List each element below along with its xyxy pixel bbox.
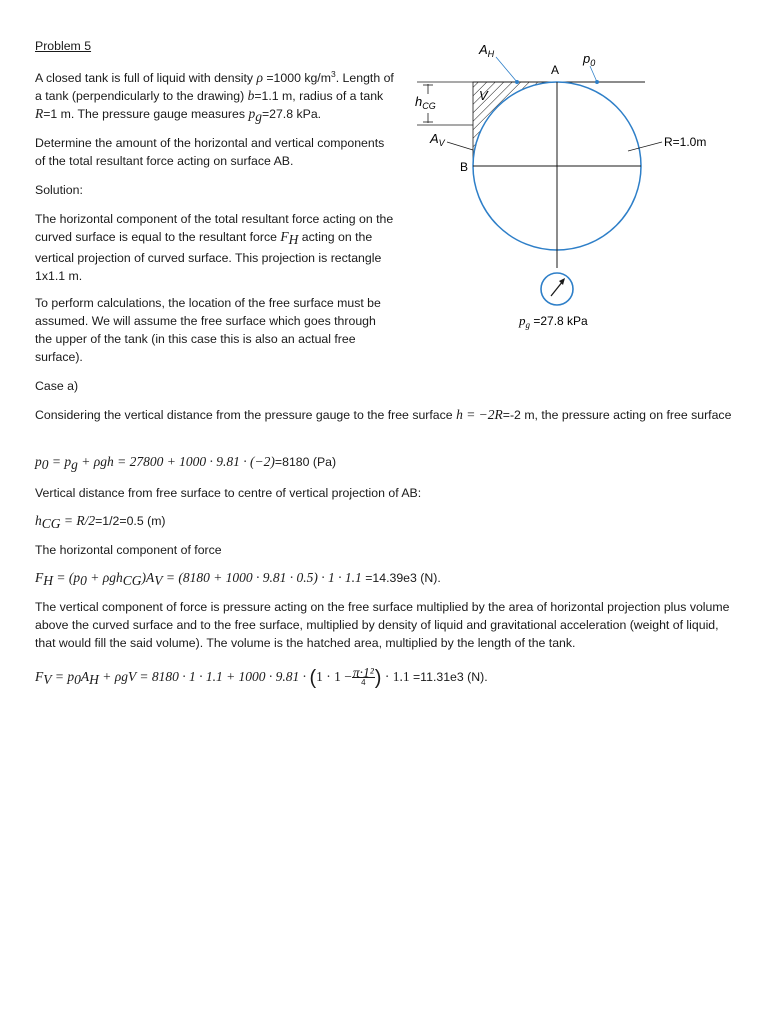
statement-part: =1 m. The pressure gauge measures bbox=[43, 107, 249, 121]
label-ah: $A_H$ bbox=[479, 42, 495, 59]
text-part: acting on the vertical projection of curved surface. This projection is rectangle 1x1.1 m. bbox=[35, 230, 382, 283]
subscript: 0 bbox=[80, 573, 87, 588]
eq-part: = (p bbox=[53, 570, 81, 585]
eq-part: F bbox=[35, 570, 44, 585]
eq-result: =1/2=0.5 (m) bbox=[95, 514, 166, 528]
pressure-text bbox=[35, 406, 735, 424]
label-hcg: $h_{CG}$ bbox=[415, 94, 436, 111]
rho-symbol: ρ bbox=[256, 70, 263, 85]
eq-part: + ρgh bbox=[86, 570, 123, 585]
subscript: 0 bbox=[41, 457, 49, 472]
subscript: g bbox=[71, 457, 78, 472]
eq-part: = p bbox=[48, 454, 72, 469]
ah-leader bbox=[496, 57, 517, 82]
eq-part: h bbox=[35, 513, 42, 528]
eq-part: = R/2 bbox=[60, 513, 96, 528]
eq-part: + ρgh = 27800 + 1000 · 9.81 · (−2) bbox=[77, 454, 275, 469]
radius-leader bbox=[628, 142, 662, 151]
p0-point bbox=[595, 80, 599, 84]
b-symbol: b bbox=[247, 88, 255, 103]
superscript: 3 bbox=[330, 69, 336, 79]
av-leader bbox=[447, 142, 473, 150]
eq-part: F bbox=[35, 669, 44, 684]
tank-diagram bbox=[0, 0, 768, 400]
subscript: g bbox=[255, 109, 262, 124]
subscript: CG bbox=[122, 573, 142, 588]
label-b: B bbox=[460, 160, 469, 174]
paren-close: ) bbox=[374, 667, 382, 689]
inline-equation: h = −2R bbox=[456, 407, 503, 422]
eq-part: = (8180 + 1000 · 9.81 · 0.5) · 1 · 1.1 bbox=[162, 570, 362, 585]
label-p0: $p_0$ bbox=[583, 51, 596, 68]
statement-part: =1.1 m, radius of a tank bbox=[254, 89, 384, 103]
solution-label: Solution: bbox=[35, 183, 83, 197]
eq-part: 1 · 1 − bbox=[316, 669, 352, 684]
statement-part: . Length of a tank (perpendicularly to the drawing) bbox=[35, 71, 394, 103]
eq-part: + ρgV = 8180 · 1 · 1.1 + 1000 · 9.81 · bbox=[98, 669, 310, 684]
eq-part: = p bbox=[51, 669, 75, 684]
subscript: V bbox=[154, 573, 163, 588]
text-part: =-2 m, the pressure acting on free surface bbox=[502, 408, 732, 422]
label-a: A bbox=[551, 63, 560, 77]
eq-part: · 1.1 bbox=[381, 669, 410, 684]
label-av: $A_V$ bbox=[430, 131, 445, 148]
equation-p0 bbox=[35, 452, 336, 475]
label-radius: R=1.0m bbox=[664, 135, 707, 149]
question: Determine the amount of the horizontal and vertical components of the total resultant force acting on surface AB. bbox=[35, 136, 385, 168]
subscript: CG bbox=[41, 516, 61, 531]
text-part: The horizontal component of the total resultant force acting on the curved surface is equal to the resultant force bbox=[35, 212, 394, 244]
F-symbol: F bbox=[280, 229, 289, 244]
eq-part: )A bbox=[141, 570, 155, 585]
statement-part: =27.8 kPa. bbox=[261, 107, 322, 121]
subscript: H bbox=[43, 573, 53, 588]
eq-result: =11.31e3 (N). bbox=[409, 670, 488, 684]
p-symbol: p bbox=[248, 106, 256, 121]
equation-fv bbox=[35, 667, 488, 690]
fraction-denominator: 4 bbox=[361, 678, 366, 688]
eq-result: =14.39e3 (N). bbox=[361, 571, 441, 585]
equation-hcg bbox=[35, 511, 166, 534]
statement-part: =1000 kg/m bbox=[262, 71, 331, 85]
problem-title-text: Problem 5 bbox=[35, 39, 92, 53]
fraction bbox=[352, 665, 375, 688]
assumption-text: To perform calculations, the location of the free surface must be assumed. We will assume the free surface which goes through the upper of the tank (in this case this is also an actual free surface). bbox=[35, 296, 381, 364]
vertical-component-text: The vertical component of force is pressure acting on the free surface multiplied by the area of horizontal projection plus volume above the curved surface and to the free surface, multiplied by density of liquid and gravitational acceleration (weight of liquid, that would fill the said volume). The volume is the hatched area, multiplied by the length of the tank. bbox=[35, 600, 730, 650]
vertical-distance-text: Vertical distance from free surface to centre of vertical projection of AB: bbox=[35, 486, 422, 500]
paren-open: ( bbox=[309, 667, 317, 689]
subscript: V bbox=[43, 672, 52, 687]
subscript: H bbox=[89, 672, 99, 687]
ah-point bbox=[515, 80, 519, 84]
eq-part: A bbox=[80, 669, 90, 684]
p0-leader bbox=[590, 66, 597, 82]
subscript: H bbox=[288, 232, 299, 247]
fraction-numerator: π·1² bbox=[352, 665, 374, 681]
label-pg: $p_g =27.8$ kPa bbox=[519, 313, 588, 330]
text-part: Considering the vertical distance from the pressure gauge to the free surface bbox=[35, 408, 457, 422]
subscript: 0 bbox=[74, 672, 81, 687]
eq-result: =8180 (Pa) bbox=[274, 455, 337, 469]
case-label: Case a) bbox=[35, 379, 79, 393]
label-v: V bbox=[479, 88, 488, 103]
statement-part: A closed tank is full of liquid with density bbox=[35, 71, 257, 85]
equation-fh bbox=[35, 568, 441, 591]
eq-part: p bbox=[35, 454, 42, 469]
horizontal-component-label: The horizontal component of force bbox=[35, 543, 222, 557]
R-symbol: R bbox=[35, 106, 44, 121]
